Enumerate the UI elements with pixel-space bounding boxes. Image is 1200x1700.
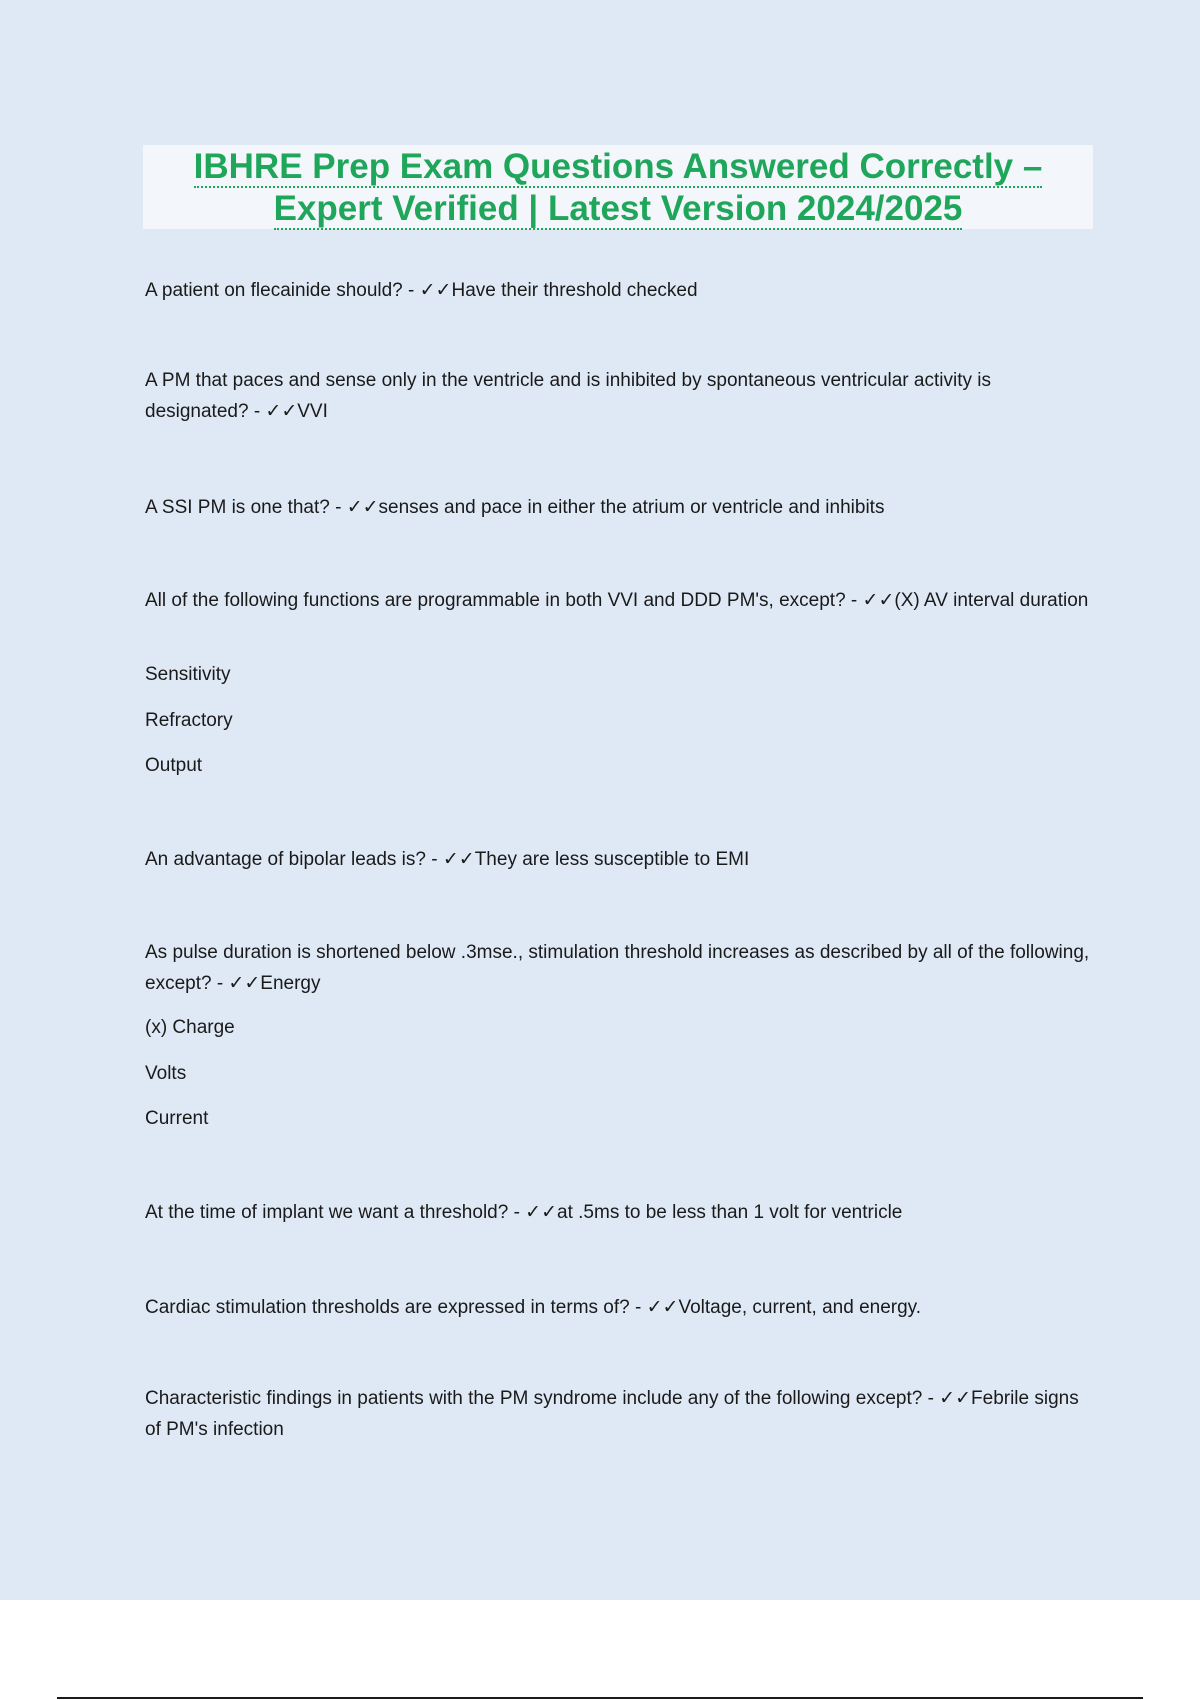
question-item: [145, 1292, 1095, 1323]
title-line-2: Expert Verified | Latest Version 2024/2025: [273, 189, 963, 228]
question-text: All of the following functions are programmable in both VVI and DDD PM's, except? - ✓✓(X) AV interval duration: [145, 590, 1089, 611]
question-text: Characteristic findings in patients with the PM syndrome include any of the following except? - ✓✓Febrile signs of PM's infection: [145, 1388, 1079, 1440]
question-item: [145, 1197, 1095, 1228]
document-title: [143, 145, 1093, 229]
question-item: [145, 275, 1095, 306]
question-item: [145, 585, 1095, 776]
question-text: A SSI PM is one that? - ✓✓senses and pace in either the atrium or ventricle and inhibits: [145, 497, 885, 518]
question-text: Cardiac stimulation thresholds are expressed in terms of? - ✓✓Voltage, current, and energy.: [145, 1297, 922, 1318]
question-item: [145, 1383, 1095, 1445]
question-item: [145, 937, 1095, 1129]
question-text: A patient on flecainide should? - ✓✓Have their threshold checked: [145, 280, 698, 301]
question-item: [145, 365, 1095, 427]
answer-option: Volts: [145, 1063, 187, 1084]
question-item: [145, 492, 1095, 523]
answer-option: Refractory: [145, 710, 233, 731]
question-text: As pulse duration is shortened below .3mse., stimulation threshold increases as described by all of the following, except? - ✓✓Energy: [145, 942, 1090, 994]
question-text: A PM that paces and sense only in the ventricle and is inhibited by spontaneous ventricular activity is designated? - ✓✓VVI: [145, 370, 991, 422]
question-item: [145, 844, 1095, 875]
footer-divider: [57, 1697, 1143, 1699]
answer-option: Current: [145, 1108, 209, 1129]
question-text: At the time of implant we want a threshold? - ✓✓at .5ms to be less than 1 volt for ventricle: [145, 1202, 903, 1223]
answer-option: Sensitivity: [145, 664, 231, 685]
question-text: An advantage of bipolar leads is? - ✓✓They are less susceptible to EMI: [145, 849, 750, 870]
answer-option: (x) Charge: [145, 1017, 235, 1038]
answer-option: Output: [145, 755, 203, 776]
title-line-1: IBHRE Prep Exam Questions Answered Correctly –: [193, 147, 1043, 186]
